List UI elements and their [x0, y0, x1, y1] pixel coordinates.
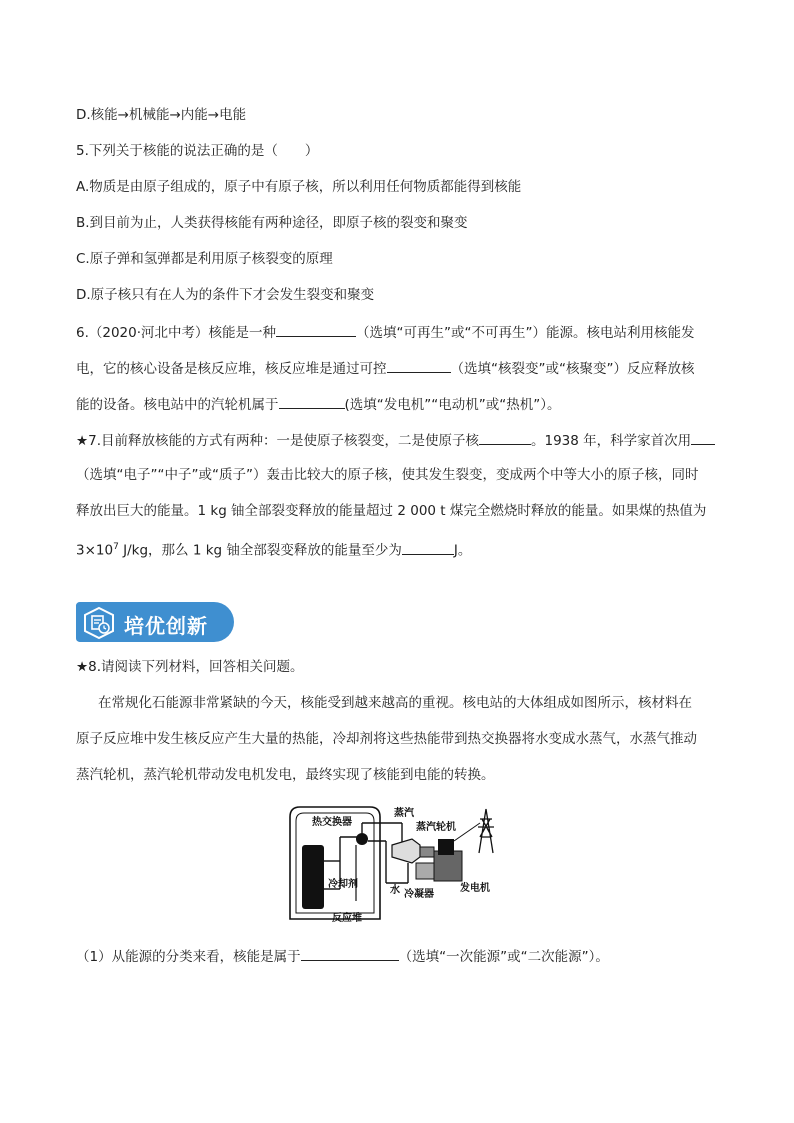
- answer-blank[interactable]: [301, 946, 399, 961]
- question-6-text: (选填“发电机”“电动机”或“热机”）。: [344, 397, 561, 413]
- question-5-option-c: C.原子弹和氢弹都是利用原子核裂变的原理: [76, 251, 333, 267]
- label-generator: 发电机: [460, 883, 490, 894]
- passage-line-2: 原子反应堆中发生核反应产生大量的热能，冷却剂将这些热能带到热交换器将水变成水蒸气，水蒸气推动: [76, 731, 697, 747]
- answer-blank[interactable]: [279, 394, 345, 409]
- label-heat-exchanger: 热交换器: [312, 817, 352, 828]
- question-6-line-1: [76, 322, 695, 342]
- generator-housing: [434, 851, 462, 881]
- power-line: [454, 823, 480, 841]
- question-6-text: 电，它的核心设备是核反应堆，核反应堆是通过可控: [76, 361, 387, 377]
- label-reactor: 反应堆: [332, 913, 362, 924]
- question-7-text: 3×10: [76, 542, 114, 559]
- turbine-shaft: [420, 847, 434, 857]
- question-7-line-3: 释放出巨大的能量。1 kg 铀全部裂变释放的能量超过 2 000 t 煤完全燃烧时释放的能量。如果煤的热值为: [76, 503, 707, 519]
- question-7-text: ★7.目前释放核能的方式有两种：一是使原子核裂变，二是使原子核: [76, 433, 479, 449]
- sub-question-text: （1）从能源的分类来看，核能是属于: [76, 949, 301, 965]
- question-6-text: 能的设备。核电站中的汽轮机属于: [76, 397, 279, 413]
- transmission-tower-icon: [478, 809, 494, 853]
- label-condenser: 冷凝器: [404, 889, 434, 900]
- question-7-text: 。1938 年，科学家首次用: [530, 433, 692, 449]
- label-steam: 蒸汽: [394, 808, 414, 819]
- steam-turbine: [392, 839, 420, 863]
- banner-title: 培优创新: [124, 614, 208, 638]
- section-banner: [76, 602, 236, 644]
- label-turbine: 蒸汽轮机: [416, 822, 456, 833]
- answer-blank[interactable]: [479, 430, 531, 445]
- document-clock-icon: [82, 606, 116, 640]
- exponent: 7: [113, 542, 119, 552]
- option-d-prev: D.核能→机械能→内能→电能: [76, 107, 247, 123]
- question-5-option-d: D.原子核只有在人为的条件下才会发生裂变和聚变: [76, 287, 375, 303]
- condenser-unit: [416, 863, 434, 879]
- sub-question-text: （选填“一次能源”或“二次能源”）。: [398, 949, 609, 965]
- question-6-line-2: [76, 358, 694, 378]
- question-7-line-1: [76, 430, 715, 450]
- passage-line-3: 蒸汽轮机，蒸汽轮机带动发电机发电，最终实现了核能到电能的转换。: [76, 767, 495, 783]
- question-6-text: （选填“可再生”或“不可再生”）能源。核电站利用核能发: [356, 325, 695, 341]
- passage-line-1: 在常规化石能源非常紧缺的今天，核能受到越来越高的重视。核电站的大体组成如图所示，核材料在: [98, 695, 692, 711]
- question-7-text: J/kg，那么 1 kg 铀全部裂变释放的能量至少为: [118, 542, 402, 559]
- question-6-text: （选填“核裂变”或“核聚变”）反应释放核: [450, 361, 695, 377]
- nuclear-plant-diagram: [286, 801, 516, 927]
- reactor-core: [302, 845, 324, 909]
- question-6-text: 6.（2020·河北中考）核能是一种: [76, 325, 277, 341]
- answer-blank[interactable]: [691, 430, 715, 445]
- answer-blank[interactable]: [402, 540, 454, 555]
- question-7-line-2: （选填“电子”“中子”或“质子”）轰击比较大的原子核，使其发生裂变，变成两个中等大小的原子核，同时: [76, 467, 699, 483]
- question-5-option-b: B.到目前为止，人类获得核能有两种途径，即原子核的裂变和聚变: [76, 215, 468, 231]
- sub-question-1: [76, 946, 609, 966]
- question-5: 5.下列关于核能的说法正确的是（ ）: [76, 143, 319, 159]
- question-7-text: J。: [453, 542, 472, 559]
- answer-blank[interactable]: [276, 322, 356, 337]
- label-coolant: 冷却剂: [328, 879, 358, 890]
- question-5-option-a: A.物质是由原子组成的，原子中有原子核，所以利用任何物质都能得到核能: [76, 179, 522, 195]
- transformer: [438, 839, 454, 855]
- answer-blank[interactable]: [387, 358, 451, 373]
- question-7-line-4: [76, 538, 471, 560]
- heat-exchanger: [356, 833, 368, 845]
- question-8: ★8.请阅读下列材料，回答相关问题。: [76, 659, 304, 675]
- question-6-line-3: [76, 394, 560, 414]
- label-water: 水: [390, 885, 400, 896]
